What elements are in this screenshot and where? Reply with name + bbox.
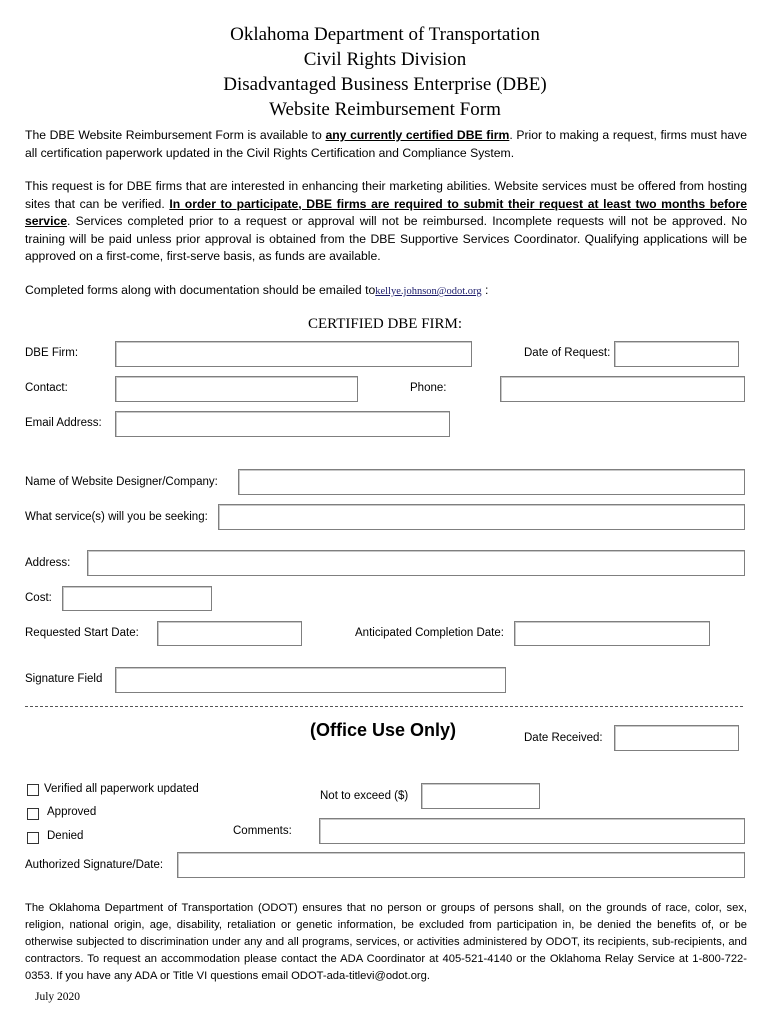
intro-p1-text-a: The DBE Website Reimbursement Form is available to bbox=[25, 128, 326, 142]
form-date: July 2020 bbox=[35, 991, 81, 1003]
comments-label: Comments: bbox=[233, 825, 292, 837]
completion-date-label: Anticipated Completion Date: bbox=[355, 627, 504, 639]
address-label: Address: bbox=[25, 557, 71, 569]
contact-email-link[interactable]: kellye.johnson@odot.org bbox=[375, 286, 482, 297]
website-designer-input[interactable] bbox=[238, 469, 745, 495]
services-input[interactable] bbox=[218, 504, 745, 530]
services-label: What service(s) will you be seeking: bbox=[25, 511, 208, 523]
address-input[interactable] bbox=[87, 550, 745, 576]
phone-label: Phone: bbox=[410, 382, 447, 394]
comments-input[interactable] bbox=[319, 818, 745, 844]
cost-label: Cost: bbox=[25, 592, 52, 604]
header-line-2: Civil Rights Division bbox=[303, 49, 467, 70]
start-date-label: Requested Start Date: bbox=[25, 627, 139, 639]
intro-paragraph-3 bbox=[25, 282, 747, 301]
intro-paragraph-1 bbox=[25, 127, 747, 162]
verified-label: Verified all paperwork updated bbox=[44, 783, 199, 795]
intro-p2-emphasis: In order to participate, DBE firms are required to submit their request at least two months before service bbox=[25, 196, 747, 228]
verified-checkbox[interactable] bbox=[27, 784, 39, 796]
website-designer-label: Name of Website Designer/Company: bbox=[25, 476, 218, 488]
email-address-input[interactable] bbox=[115, 411, 450, 437]
date-received-input[interactable] bbox=[614, 725, 739, 751]
signature-input[interactable] bbox=[115, 667, 506, 693]
cost-input[interactable] bbox=[62, 586, 212, 611]
not-to-exceed-label: Not to exceed ($) bbox=[320, 790, 409, 802]
intro-p3-text-a: Completed forms along with documentation should be emailed to bbox=[25, 283, 376, 297]
intro-p2-text-c: . Services completed prior to a request or approval will not be reimbursed. Incomplete requests will not be approved. No training will be paid unless prior approval is obtained from the DBE Supportive Services Coordinator. Qualifying applications will be approved on a first-come, first-serve basis, as funds are available. bbox=[25, 214, 747, 263]
header-line-4: Website Reimbursement Form bbox=[269, 99, 501, 120]
date-received-label: Date Received: bbox=[524, 732, 603, 744]
contact-label: Contact: bbox=[25, 382, 68, 394]
intro-p3-text-c: : bbox=[481, 283, 489, 297]
denied-checkbox[interactable] bbox=[27, 832, 39, 844]
section-divider bbox=[25, 706, 743, 707]
contact-input[interactable] bbox=[115, 376, 358, 402]
start-date-input[interactable] bbox=[157, 621, 302, 646]
date-of-request-label: Date of Request: bbox=[524, 347, 611, 359]
authorized-signature-input[interactable] bbox=[177, 852, 745, 878]
header-line-3: Disadvantaged Business Enterprise (DBE) bbox=[223, 74, 547, 95]
office-use-title: (Office Use Only) bbox=[310, 720, 457, 740]
not-to-exceed-input[interactable] bbox=[421, 783, 540, 809]
intro-p1-text-c: . Prior to making a request, firms must have all certification paperwork updated in the Civil Rights Certification and Compliance System. bbox=[25, 128, 747, 160]
email-address-label: Email Address: bbox=[25, 417, 102, 429]
date-of-request-input[interactable] bbox=[614, 341, 739, 367]
section-title: CERTIFIED DBE FIRM: bbox=[307, 316, 463, 332]
intro-p1-emphasis: any currently certified DBE firm bbox=[325, 128, 510, 142]
signature-label: Signature Field bbox=[25, 673, 103, 685]
intro-p2-text-a: This request is for DBE firms that are interested in enhancing their marketing abilities. Website services must be offered from hosting sites that can be verified. bbox=[25, 179, 747, 211]
dbe-firm-label: DBE Firm: bbox=[25, 347, 79, 359]
nondiscrimination-notice: The Oklahoma Department of Transportation (ODOT) ensures that no person or groups of persons shall, on the grounds of race, color, sex, religion, national origin, age, disability, retaliation or genetic information, be excluded from participation in, be denied the benefits of, or be otherwise subjected to discrimination under any and all programs, services, or activities administered by ODOT, its recipients, sub-recipients, and contractors. To request an accommodation please contact the ADA Coordinator at 405-521-4140 or the Oklahoma Relay Service at 1-800-722-0353. If you have any ADA or Title VI questions email ODOT-ada-titlevi@odot.org. bbox=[25, 902, 747, 982]
phone-input[interactable] bbox=[500, 376, 745, 402]
approved-checkbox[interactable] bbox=[27, 808, 39, 820]
intro-paragraph-2 bbox=[25, 178, 747, 266]
denied-label: Denied bbox=[47, 830, 84, 842]
approved-label: Approved bbox=[47, 806, 97, 818]
completion-date-input[interactable] bbox=[514, 621, 710, 646]
authorized-signature-label: Authorized Signature/Date: bbox=[25, 859, 164, 871]
dbe-firm-input[interactable] bbox=[115, 341, 472, 367]
header-line-1: Oklahoma Department of Transportation bbox=[230, 24, 540, 45]
